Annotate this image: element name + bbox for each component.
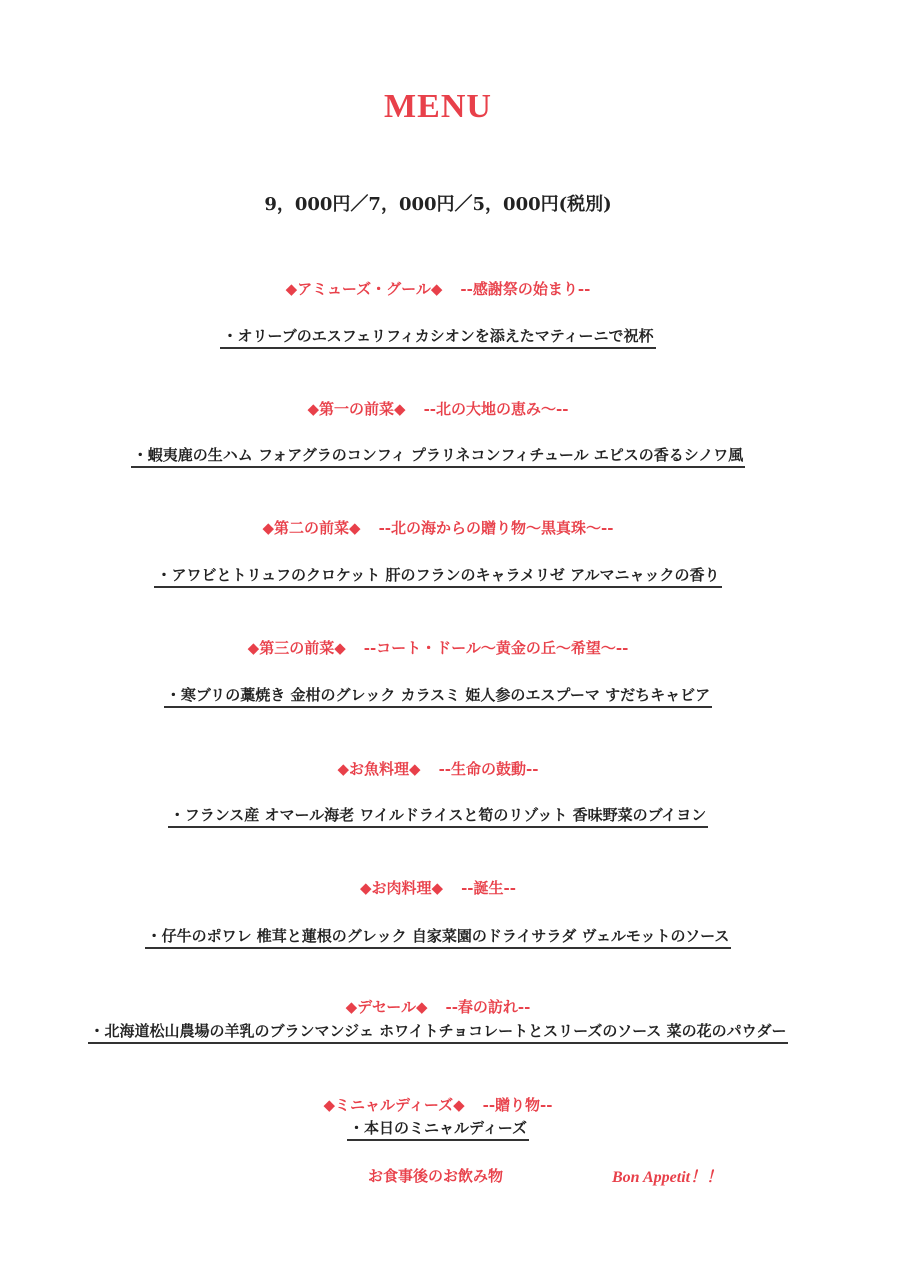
course-name: ◆お魚料理◆ [337, 760, 421, 778]
dish-row-meat [0, 925, 876, 949]
course-name: ◆ミニャルディーズ◆ [323, 1096, 465, 1114]
course-theme: --北の大地の恵み～-- [423, 400, 569, 418]
course-theme: --コート・ドール～黄金の丘～希望～-- [363, 639, 629, 657]
dish-row-first-appetizer [0, 444, 876, 468]
course-theme: --生命の鼓動-- [438, 760, 539, 778]
dish-row-amuse [0, 325, 876, 349]
dish-text: ・北海道松山農場の羊乳のブランマンジェ ホワイトチョコレートとスリーズのソース 菜の花のパウダー [88, 1020, 789, 1044]
course-name: ◆お肉料理◆ [360, 879, 444, 897]
course-heading-mignardises [0, 1094, 876, 1115]
price-line: 9，000円／7，000円／5，000円(税別) [264, 194, 612, 215]
dish-text: ・フランス産 オマール海老 ワイルドライスと筍のリゾット 香味野菜のブイヨン [168, 804, 709, 828]
course-theme: --感謝祭の始まり-- [460, 280, 591, 298]
dish-row-fish [0, 804, 876, 828]
dish-row-mignardises [0, 1117, 876, 1141]
course-theme: --北の海からの贈り物～黒真珠～-- [378, 519, 614, 537]
closing-greeting: Bon Appetit！！ [612, 1169, 723, 1186]
course-heading-first-appetizer [0, 398, 876, 419]
course-theme: --贈り物-- [482, 1096, 553, 1114]
dish-row-second-appetizer [0, 564, 876, 588]
dish-text: ・オリーブのエスフェリフィカシオンを添えたマティーニで祝杯 [220, 325, 655, 349]
dish-row-third-appetizer [0, 684, 876, 708]
course-heading-third-appetizer [0, 637, 876, 658]
course-heading-amuse [0, 278, 876, 299]
dish-row-dessert [0, 1020, 876, 1044]
course-name: ◆アミューズ・グール◆ [285, 280, 443, 298]
dish-text: ・仔牛のポワレ 椎茸と蓮根のグレック 自家菜園のドライサラダ ヴェルモットのソース [145, 925, 732, 949]
dish-text: ・蝦夷鹿の生ハム フォアグラのコンフィ プラリネコンフィチュール エピスの香るシノワ風 [131, 444, 745, 468]
course-name: ◆第一の前菜◆ [307, 400, 406, 418]
course-theme: --誕生-- [461, 879, 516, 897]
course-name: ◆デセール◆ [345, 998, 428, 1016]
course-heading-dessert [0, 996, 876, 1017]
course-heading-meat [0, 877, 876, 898]
after-meal-drink: お食事後のお飲み物 [368, 1167, 504, 1185]
course-heading-second-appetizer [0, 517, 876, 538]
course-theme: --春の訪れ-- [445, 998, 531, 1016]
dish-text: ・本日のミニャルディーズ [347, 1117, 529, 1141]
menu-title: MENU [384, 88, 492, 125]
course-name: ◆第三の前菜◆ [247, 639, 346, 657]
dish-text: ・アワビとトリュフのクロケット 肝のフランのキャラメリゼ アルマニャックの香り [154, 564, 721, 588]
dish-text: ・寒ブリの藁焼き 金柑のグレック カラスミ 姫人参のエスプーマ すだちキャビア [164, 684, 712, 708]
course-heading-fish [0, 758, 876, 779]
course-name: ◆第二の前菜◆ [262, 519, 361, 537]
